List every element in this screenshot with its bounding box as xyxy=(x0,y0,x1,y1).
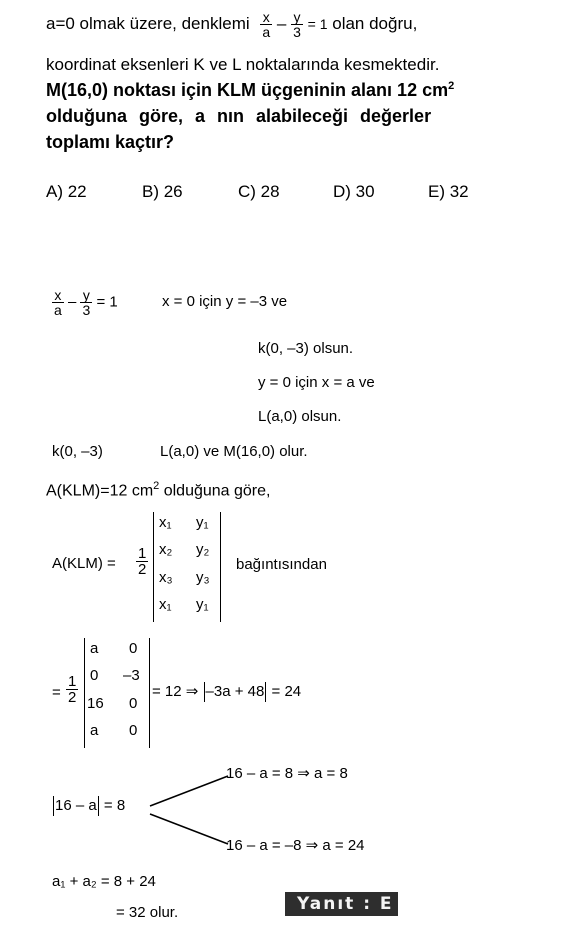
matrix1-cell: y₂ xyxy=(196,541,210,558)
equals-prefix: = xyxy=(52,684,61,701)
matrix1-cell: y₃ xyxy=(196,569,210,586)
matrix2-cell: a xyxy=(90,640,99,657)
branch-bottom: 16 – a = –8 ⇒ a = 24 xyxy=(226,837,365,854)
matrix2-cell: 0 xyxy=(129,722,138,739)
matrix2-cell: 0 xyxy=(90,667,99,684)
fraction-y-over-3: $\frac{y}{3}$ xyxy=(82,287,91,318)
matrix2-cell: –3 xyxy=(123,667,140,684)
determinant-matrix-1 xyxy=(153,512,221,622)
solution-area-line: A(KLM)=12 $cm^2$ olduğuna göre, xyxy=(46,480,271,500)
branch-arrows xyxy=(148,770,238,850)
question-line-1-pre: a=0 olmak üzere, denklemi xyxy=(46,13,250,33)
fraction-y-over-3: $\frac{y}{3}$ xyxy=(293,9,301,40)
solution-points-l-m: L(a,0) ve M(16,0) olur. xyxy=(160,443,308,460)
abs-bar-left xyxy=(53,796,54,816)
question-line-5: toplamı kaçtır? xyxy=(46,132,175,152)
matrix2-cell: 0 xyxy=(129,695,138,712)
option-a: A) 22 xyxy=(46,182,87,201)
matrix1-cell: x₁ xyxy=(159,514,172,531)
solution-equation: $\frac{x}{a}$ – $\frac{y}{3}$ = 1 xyxy=(54,287,118,318)
solution-step-2: k(0, –3) olsun. xyxy=(258,340,354,357)
matrix2-cell: 16 xyxy=(87,695,104,712)
branch-line-up xyxy=(150,776,228,806)
determinant-result: = 12 ⇒ –3a + 48 = 24 xyxy=(152,682,301,702)
sum-line-1: a₁ + a₂ = 8 + 24 xyxy=(52,873,156,890)
determinant-matrix-2 xyxy=(84,638,150,748)
question-line-1-post: olan doğru, xyxy=(332,13,418,33)
option-c: C) 28 xyxy=(238,182,280,201)
matrix2-cell: a xyxy=(90,722,99,739)
solution-step-4: L(a,0) olsun. xyxy=(258,408,342,425)
formula-lhs: A(KLM) = xyxy=(52,555,116,572)
branch-top: 16 – a = 8 ⇒ a = 8 xyxy=(226,765,348,782)
fraction-x-over-a: $\frac{x}{a}$ xyxy=(262,9,271,40)
solution-step-3: y = 0 için x = a ve xyxy=(258,374,375,391)
fraction-x-over-a: $\frac{x}{a}$ xyxy=(54,287,62,318)
matrix1-cell: x₁ xyxy=(159,596,172,613)
option-b: B) 26 xyxy=(142,182,183,201)
half-fraction-1: $\frac{1}{2}$ xyxy=(138,545,147,578)
abs-bar-right xyxy=(265,682,266,702)
branch-line-down xyxy=(150,814,228,844)
abs-bar-right xyxy=(98,796,99,816)
question-line-2: koordinat eksenleri K ve L noktalarında kesmektedir. xyxy=(46,55,440,74)
matrix1-cell: x₃ xyxy=(159,569,173,586)
option-e: E) 32 xyxy=(428,182,469,201)
solution-step-1: x = 0 için y = –3 ve xyxy=(162,293,288,310)
matrix1-cell: y₁ xyxy=(196,596,209,613)
minus-sign: – xyxy=(276,13,287,33)
matrix2-cell: 0 xyxy=(129,640,138,657)
abs-expression: –3a + 48 xyxy=(205,683,265,700)
option-d: D) 30 xyxy=(333,182,375,201)
sum-line-2: = 32 olur. xyxy=(116,904,179,921)
answer-badge: Yanıt : E xyxy=(285,892,398,916)
matrix1-cell: x₂ xyxy=(159,541,173,558)
half-fraction-2: $\frac{1}{2}$ xyxy=(68,673,77,706)
solution-point-k: k(0, –3) xyxy=(52,443,103,460)
abs-bar-left xyxy=(204,682,205,702)
equation-rhs: = 1 xyxy=(307,15,328,32)
abs-equation: 16 – a = 8 xyxy=(52,796,125,816)
question-line-4: olduğuna göre, a nın alabileceği değerler xyxy=(46,106,432,126)
matrix1-cell: y₁ xyxy=(196,514,209,531)
question-line-3: M(16,0) noktası için KLM üçgeninin alanı 12 $cm^2$ xyxy=(46,80,455,100)
question-line-1 xyxy=(46,10,417,39)
formula-post: bağıntısından xyxy=(236,556,327,573)
